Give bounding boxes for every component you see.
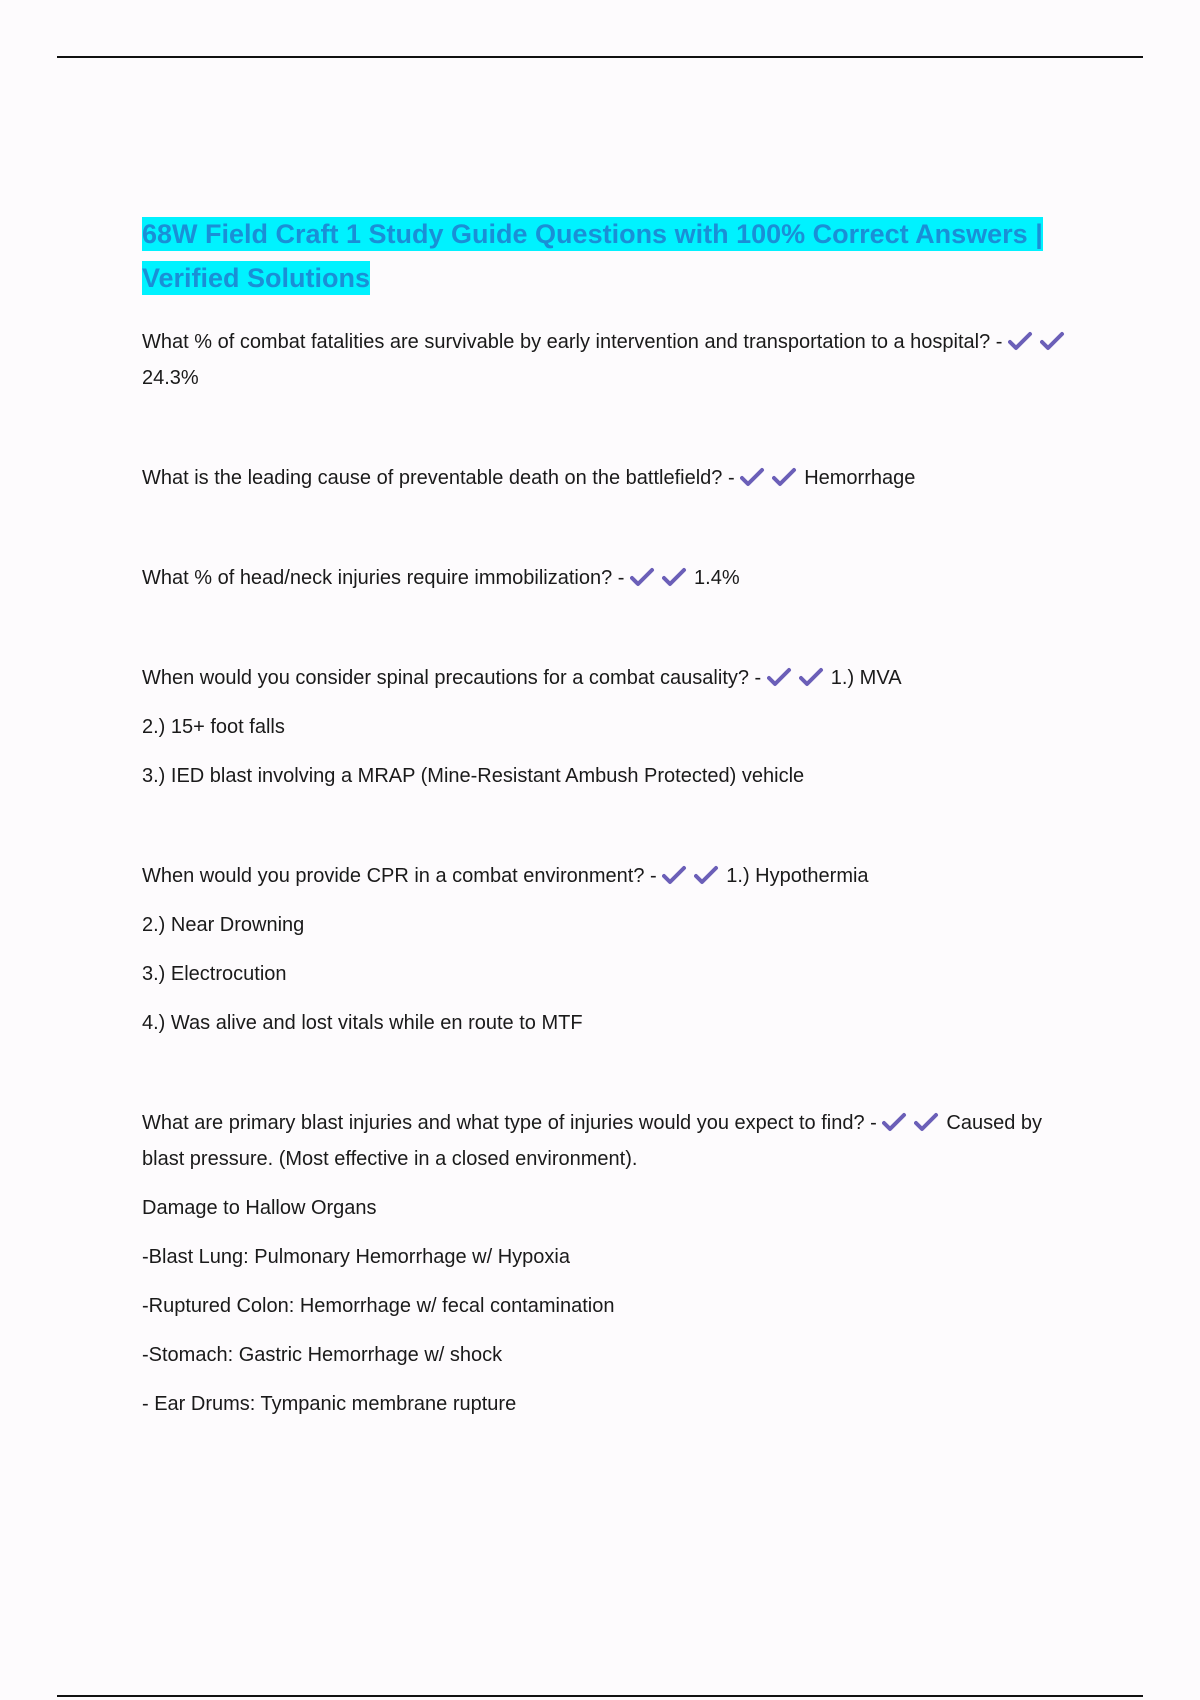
question-text: When would you provide CPR in a combat environment? - [142, 865, 657, 887]
title-highlight: 68W Field Craft 1 Study Guide Questions with 100% Correct Answers | Verified Solutions [142, 219, 1043, 293]
spacer [142, 1041, 1072, 1105]
question-line [142, 1105, 1072, 1177]
spacer [142, 596, 1072, 660]
answer-line: 3.) Electrocution [142, 963, 287, 985]
footer-rule [57, 1695, 1143, 1697]
question-text: What are primary blast injuries and what type of injuries would you expect to find? - [142, 1112, 877, 1134]
double-checkmark-icon [1008, 331, 1034, 351]
double-checkmark-icon [630, 567, 656, 587]
question-text: What % of combat fatalities are survivable by early intervention and transportation to a hospital? - [142, 331, 1003, 353]
question-text: What % of head/neck injuries require immobilization? - [142, 567, 625, 589]
qa-item [142, 324, 1072, 396]
question-line [142, 660, 1072, 696]
question-line [142, 858, 1072, 894]
double-checkmark-icon [694, 865, 720, 885]
double-checkmark-icon [662, 567, 688, 587]
answer-text: 1.) Hypothermia [726, 865, 869, 887]
spacer [142, 794, 1072, 858]
answer-line: 2.) Near Drowning [142, 914, 305, 936]
spacer [142, 396, 1072, 460]
double-checkmark-icon [882, 1112, 908, 1132]
qa-item [142, 460, 1072, 496]
answer-text: 1.) MVA [830, 667, 902, 689]
spacer [142, 496, 1072, 560]
answer-line: -Blast Lung: Pulmonary Hemorrhage w/ Hypoxia [142, 1246, 570, 1268]
document-title [142, 212, 1072, 300]
answer-line: -Ruptured Colon: Hemorrhage w/ fecal contamination [142, 1295, 615, 1317]
double-checkmark-icon [767, 667, 793, 687]
double-checkmark-icon [772, 467, 798, 487]
qa-item [142, 858, 1072, 1041]
answer-line: -Stomach: Gastric Hemorrhage w/ shock [142, 1344, 503, 1366]
answer-text: 24.3% [142, 367, 199, 389]
question-line [142, 460, 1072, 496]
answer-line: Damage to Hallow Organs [142, 1197, 377, 1219]
answer-text: 1.4% [694, 567, 740, 589]
qa-item [142, 560, 1072, 596]
double-checkmark-icon [914, 1112, 940, 1132]
answer-line: 3.) IED blast involving a MRAP (Mine-Resistant Ambush Protected) vehicle [142, 765, 805, 787]
qa-list [142, 324, 1072, 1422]
answer-line: 2.) 15+ foot falls [142, 716, 285, 738]
qa-item [142, 660, 1072, 794]
question-text: What is the leading cause of preventable death on the battlefield? - [142, 467, 735, 489]
header-rule [57, 56, 1143, 58]
double-checkmark-icon [740, 467, 766, 487]
double-checkmark-icon [662, 865, 688, 885]
answer-line: - Ear Drums: Tympanic membrane rupture [142, 1393, 517, 1415]
answer-text: Hemorrhage [804, 467, 916, 489]
document-body [142, 212, 1072, 1422]
qa-item [142, 1105, 1072, 1422]
question-line [142, 560, 1072, 596]
double-checkmark-icon [1040, 331, 1066, 351]
double-checkmark-icon [799, 667, 825, 687]
question-text: When would you consider spinal precautions for a combat causality? - [142, 667, 762, 689]
answer-text: Caused by blast pressure. (Most effective in a closed environment). [142, 1112, 1042, 1170]
answer-line: 4.) Was alive and lost vitals while en route to MTF [142, 1012, 583, 1034]
question-line [142, 324, 1072, 396]
